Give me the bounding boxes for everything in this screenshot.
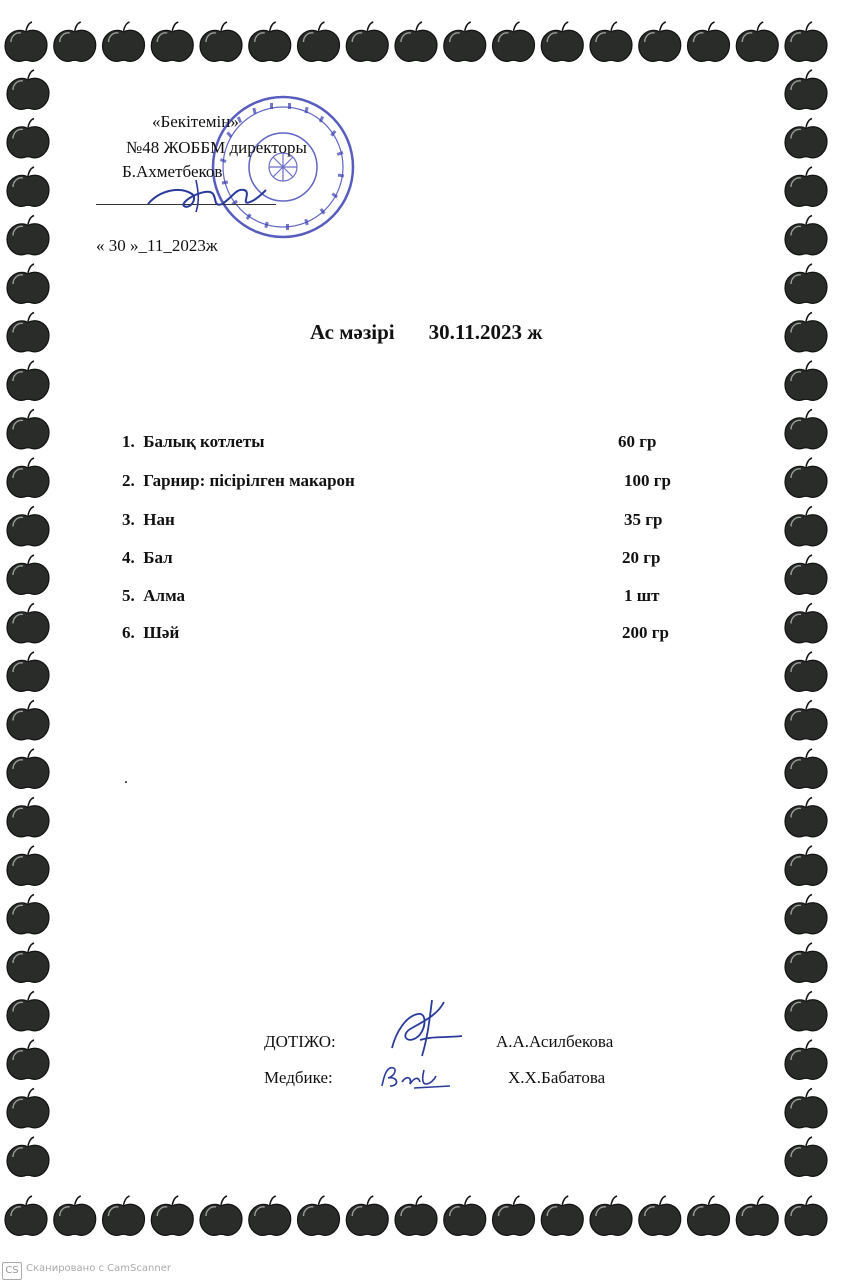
apple-icon [785, 652, 827, 691]
apple-icon [7, 216, 49, 255]
menu-title-text: Ас мәзірі [310, 320, 395, 344]
apple-icon [7, 119, 49, 158]
apple-icon [785, 216, 827, 255]
menu-title [310, 320, 542, 345]
apple-icon [7, 749, 49, 788]
stray-dot: . [124, 770, 128, 787]
item-number: 1. [122, 432, 135, 451]
scanner-footer [0, 1260, 846, 1280]
apple-icon [7, 555, 49, 594]
apple-icon [493, 22, 535, 61]
apple-icon [7, 604, 49, 643]
apple-icon [785, 361, 827, 400]
director-signature [140, 160, 270, 220]
menu-item-1-qty: 60 гр [618, 432, 657, 451]
apple-icon [7, 1089, 49, 1128]
apple-icon [785, 1089, 827, 1128]
apple-icon [785, 458, 827, 497]
apple-icon [736, 1196, 778, 1235]
apple-icon [785, 895, 827, 934]
apple-icon [7, 798, 49, 837]
apple-icon [7, 264, 49, 303]
apple-icon [688, 1196, 730, 1235]
apple-icon [395, 22, 437, 61]
agreed-name: А.А.Асилбекова [496, 1032, 614, 1051]
item-name: Гарнир: пісірілген макарон [143, 471, 355, 490]
apple-icon [785, 798, 827, 837]
menu-date: 30.11.2023 ж [428, 320, 543, 344]
apple-icon [785, 410, 827, 449]
apple-icon [200, 22, 242, 61]
apple-icon [7, 507, 49, 546]
apple-icon [785, 846, 827, 885]
apple-icon [785, 167, 827, 206]
item-number: 4. [122, 548, 135, 567]
approval-heading: «Бекітемін» [152, 112, 239, 131]
apple-icon [541, 22, 583, 61]
apple-icon [590, 22, 632, 61]
apple-icon [785, 749, 827, 788]
apple-icon [785, 264, 827, 303]
apple-icon [7, 167, 49, 206]
apple-icon [7, 1040, 49, 1079]
apple-icon [785, 313, 827, 352]
item-number: 2. [122, 471, 135, 490]
apple-icon [7, 846, 49, 885]
apple-icon [785, 119, 827, 158]
apple-icon [736, 22, 778, 61]
apple-icon [785, 1196, 827, 1235]
apple-icon [785, 701, 827, 740]
apple-icon [346, 22, 388, 61]
menu-item-2-qty: 100 гр [624, 471, 671, 490]
apple-icon [7, 652, 49, 691]
camscanner-text: Сканировано с CamScanner [26, 1263, 171, 1274]
apple-icon [298, 22, 340, 61]
apple-icon [54, 1196, 96, 1235]
item-name: Алма [143, 586, 186, 605]
apple-icon [444, 1196, 486, 1235]
apple-icon [7, 361, 49, 400]
approval-position: №48 ЖОББМ директоры [126, 138, 307, 157]
apple-icon [785, 604, 827, 643]
apple-icon [785, 992, 827, 1031]
apple-icon [103, 1196, 145, 1235]
menu-item-6-qty: 200 гр [622, 623, 669, 642]
apple-icon [444, 22, 486, 61]
menu-item-3-qty: 35 гр [624, 510, 663, 529]
apple-icon [200, 1196, 242, 1235]
apple-icon [346, 1196, 388, 1235]
agreed-signature [382, 992, 472, 1062]
apple-icon [395, 1196, 437, 1235]
apple-icon [590, 1196, 632, 1235]
item-number: 5. [122, 586, 135, 605]
apple-icon [7, 943, 49, 982]
apple-icon [7, 458, 49, 497]
apple-icon [5, 1196, 47, 1235]
apple-icon [785, 943, 827, 982]
camscanner-icon: CS [2, 1262, 22, 1280]
item-name: Шәй [143, 623, 180, 642]
apple-icon [639, 1196, 681, 1235]
apple-icon [785, 507, 827, 546]
item-name: Бал [143, 548, 173, 567]
apple-icon [5, 22, 47, 61]
menu-item-5-qty: 1 шт [624, 586, 660, 605]
apple-icon [7, 313, 49, 352]
approval-date: « 30 »_11_2023ж [96, 236, 218, 255]
apple-icon [493, 1196, 535, 1235]
apple-icon [785, 22, 827, 61]
apple-icon [151, 1196, 193, 1235]
agreed-label: ДОТІЖО: [264, 1032, 336, 1051]
item-name: Нан [143, 510, 175, 529]
item-name: Балық котлеты [143, 432, 265, 451]
apple-icon [7, 992, 49, 1031]
apple-icon [785, 1137, 827, 1176]
apple-icon [785, 555, 827, 594]
apple-icon [541, 1196, 583, 1235]
apple-icon [298, 1196, 340, 1235]
nurse-signature [376, 1062, 456, 1092]
nurse-label: Медбике: [264, 1068, 333, 1087]
nurse-name: Х.Х.Бабатова [508, 1068, 606, 1087]
approval-director-name: Б.Ахметбеков [122, 162, 223, 181]
apple-icon [785, 1040, 827, 1079]
item-number: 3. [122, 510, 135, 529]
apple-icon [7, 1137, 49, 1176]
apple-icon [639, 22, 681, 61]
apple-icon [7, 410, 49, 449]
apple-icon [249, 1196, 291, 1235]
apple-icon [7, 895, 49, 934]
item-number: 6. [122, 623, 135, 642]
apple-icon [7, 701, 49, 740]
apple-icon [151, 22, 193, 61]
apple-icon [7, 70, 49, 109]
apple-icon [54, 22, 96, 61]
apple-icon [249, 22, 291, 61]
apple-icon [103, 22, 145, 61]
apple-icon [785, 70, 827, 109]
menu-item-4-qty: 20 гр [622, 548, 661, 567]
apple-icon [688, 22, 730, 61]
